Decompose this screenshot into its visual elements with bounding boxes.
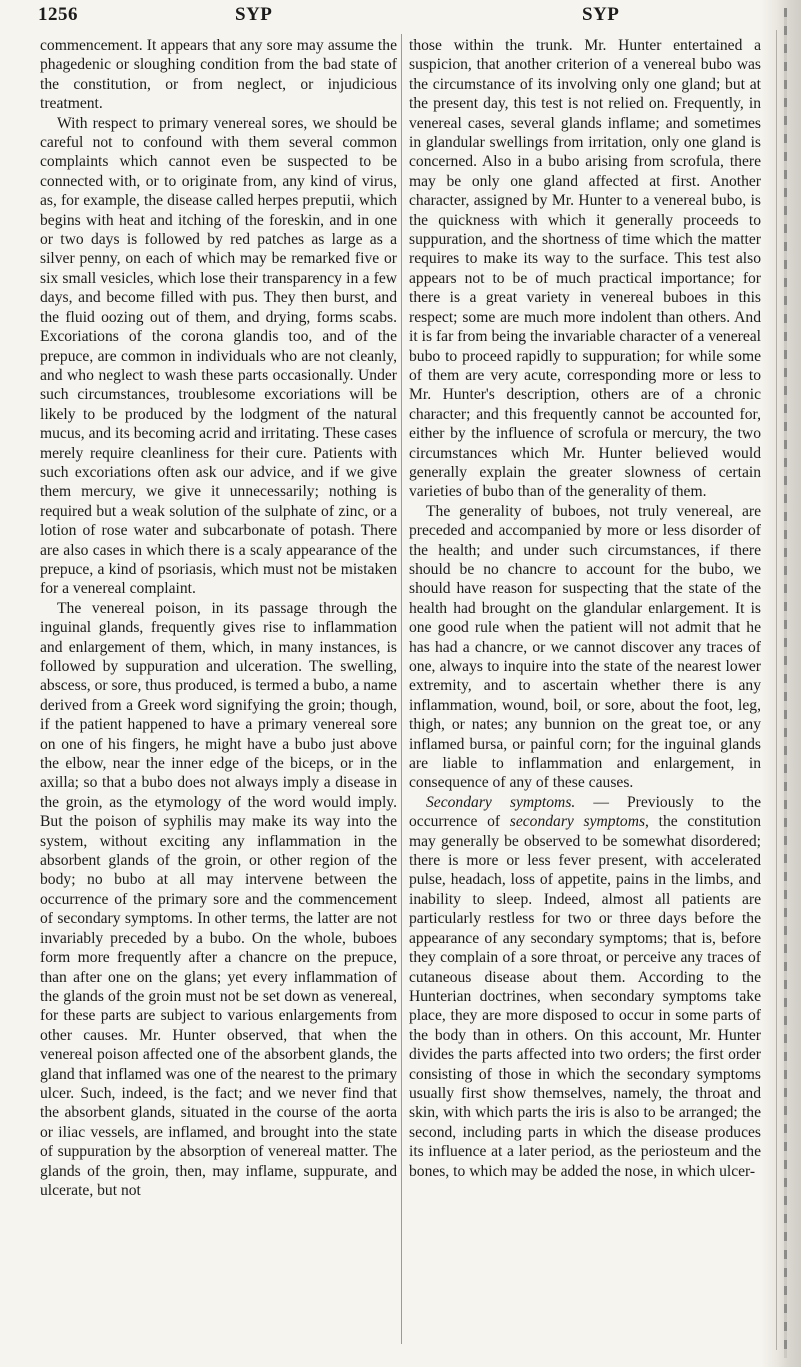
paragraph: The venereal poison, in its passage through the inguinal glands, frequently gives rise to inflammation and enlargement of them, which, in many instances, is followed by suppuration and ulceration. The swelling, abscess, or sore, thus produced, is termed a bubo, a name derived from a Greek word signifying the groin; though, if the patient happened to have a primary venereal sore on one of his fingers, he might have a bubo just above the elbow, near the inner edge of the biceps, or in the axilla; so that a bubo does not always imply a disease in the groin, as the etymology of the word would imply. But the poison of syphilis may make its way into the system, without exciting any inflammation in the absorbent glands of the groin, or other region of the body; no bubo at all may intervene between the occurrence of the primary sore and the commencement of secondary symptoms. In other terms, the latter are not invariably preceded by a bubo. On the whole, buboes form more frequently after a chancre on the prepuce, than after one on the glans; yet every inflammation of the glands of the groin must not be set down as venereal, for these parts are subject to various enlargements from other causes. Mr. Hunter observed, that when the venereal poison affected one of the absorbent glands, the gland that inflamed was one of the nearest to the primary ulcer. Such, indeed, is the fact; and we never find that the absorbent glands, situated in the course of the aorta or iliac vessels, are inflamed, and brought into the state of suppuration by the absorption of venereal matter. The glands of the groin, then, may inflame, suppurate, and ulcerate, but not <box>40 599 397 1199</box>
section-dash: — Previously to the occurrence of <box>409 793 761 831</box>
running-head-left: SYP <box>235 4 273 25</box>
section-label: Secondary symptoms. <box>426 793 576 811</box>
paragraph: With respect to primary venereal sores, we should be careful not to confound with them several common complaints which cannot even be suspected to be connected with, or to originate from, any kind of virus, as, for example, the disease called herpes preputii, which begins with heat and itching of the foreskin, and in one or two days is followed by red patches as large as a silver penny, on each of which may be remarked five or six small vesicles, which lose their transparency in a few days, and become filled with pus. They then burst, and the fluid oozing out of them, and drying, forms scabs. Excoriations of the corona glandis too, and of the prepuce, are common in individuals who are not cleanly, and who neglect to wash these parts occasionally. Under such circumstances, troublesome excoriations will be likely to be produced by the lodgment of the natural mucus, and its becoming acrid and irritating. These cases merely require cleanliness for their cure. Patients with such excoriations often ask our advice, and if we give them mercury, we give it unnecessarily; nothing is required but a weak solution of the sulphate of zinc, or a lotion of rose water and subcarbonate of potash. There are also cases in which there is a scaly appearance of the prepuce, a kind of psoriasis, which must not be mistaken for a venereal complaint. <box>40 114 397 598</box>
running-head-right: SYP <box>582 4 620 25</box>
left-column <box>40 36 397 1200</box>
edge-fold <box>776 30 777 1350</box>
paragraph: The generality of buboes, not truly venereal, are preceded and accompanied by more or less disorder of the health; and under such circumstances, if there should be no chancre to account for the bubo, we should have reason for suspecting that the state of the health had brought on the glandular enlargement. It is one good rule when the patient will not admit that he has had a chancre, or we cannot discover any traces of one, always to inquire into the state of the nearest lower extremity, and to ascertain whether there is any inflammation, wound, boil, or sore, about the foot, leg, thigh, or nates; any bunnion on the great toe, or any inflamed bursa, or painful corn; for the inguinal glands are liable to inflammation and enlargement, in consequence of any of these causes. <box>409 502 761 792</box>
column-divider <box>401 34 402 1344</box>
paragraph: those within the trunk. Mr. Hunter entertained a suspicion, that another criterion of a venereal bubo was the circumstance of its involving only one gland; but at the present day, this test is not relied on. Frequently, in venereal cases, several glands inflame; and sometimes in glandular swellings from irritation, only one gland is concerned. Also in a bubo arising from scrofula, there may be only one gland affected at first. Another character, assigned by Mr. Hunter to a venereal bubo, is the quickness with which it generally proceeds to suppuration, and the shortness of time which the matter requires to make its way to the surface. This test also appears not to be of much practical importance; for there is a great variety in venereal buboes in this respect; some are much more indolent than others. And it is far from being the invariable character of a venereal bubo to proceed rapidly to suppuration; for while some of them are very acute, corresponding more or less to Mr. Hunter's description, others are of a chronic character; and this frequently cannot be accounted for, either by the influence of scrofula or mercury, the two circumstances which Mr. Hunter believed would generally explain the greater slowness of certain varieties of bubo than of the generality of them. <box>409 37 761 501</box>
paragraph: commencement. It appears that any sore may assume the phagedenic or sloughing condition from the bad state of the constitution, or from neglect, or injudicious treatment. <box>40 37 397 113</box>
edge-binding-marks <box>784 8 787 1358</box>
section-text: , the constitution may generally be observed to be somewhat disordered; there is more or less fever present, with accelerated pulse, headach, loss of appetite, pains in the limbs, and inability to sleep. Indeed, almost all patients are particularly restless for two or three days before the appearance of any secondary symptoms; that is, before they complain of a sore throat, or perceive any traces of cutaneous disease about them. According to the Hunterian doctrines, when secondary symptoms take place, they are more disposed to occur in some parts of the body than in others. On this account, Mr. Hunter divides the parts affected into two orders; the first order consisting of those in which the secondary symptoms usually first show themselves, namely, the throat and skin, with which parts the iris is also to be arranged; the second, including parts in which the disease produces its influence at a later period, as the periosteum and the bones, to which may be added the nose, in which ulcer- <box>409 813 761 1180</box>
paragraph-secondary-symptoms <box>409 793 761 1181</box>
page-edge-shadow <box>761 0 801 1367</box>
running-header <box>38 2 758 30</box>
italic-term: secondary symptoms <box>509 813 646 831</box>
page-number: 1256 <box>38 4 78 25</box>
right-column <box>409 36 761 1181</box>
